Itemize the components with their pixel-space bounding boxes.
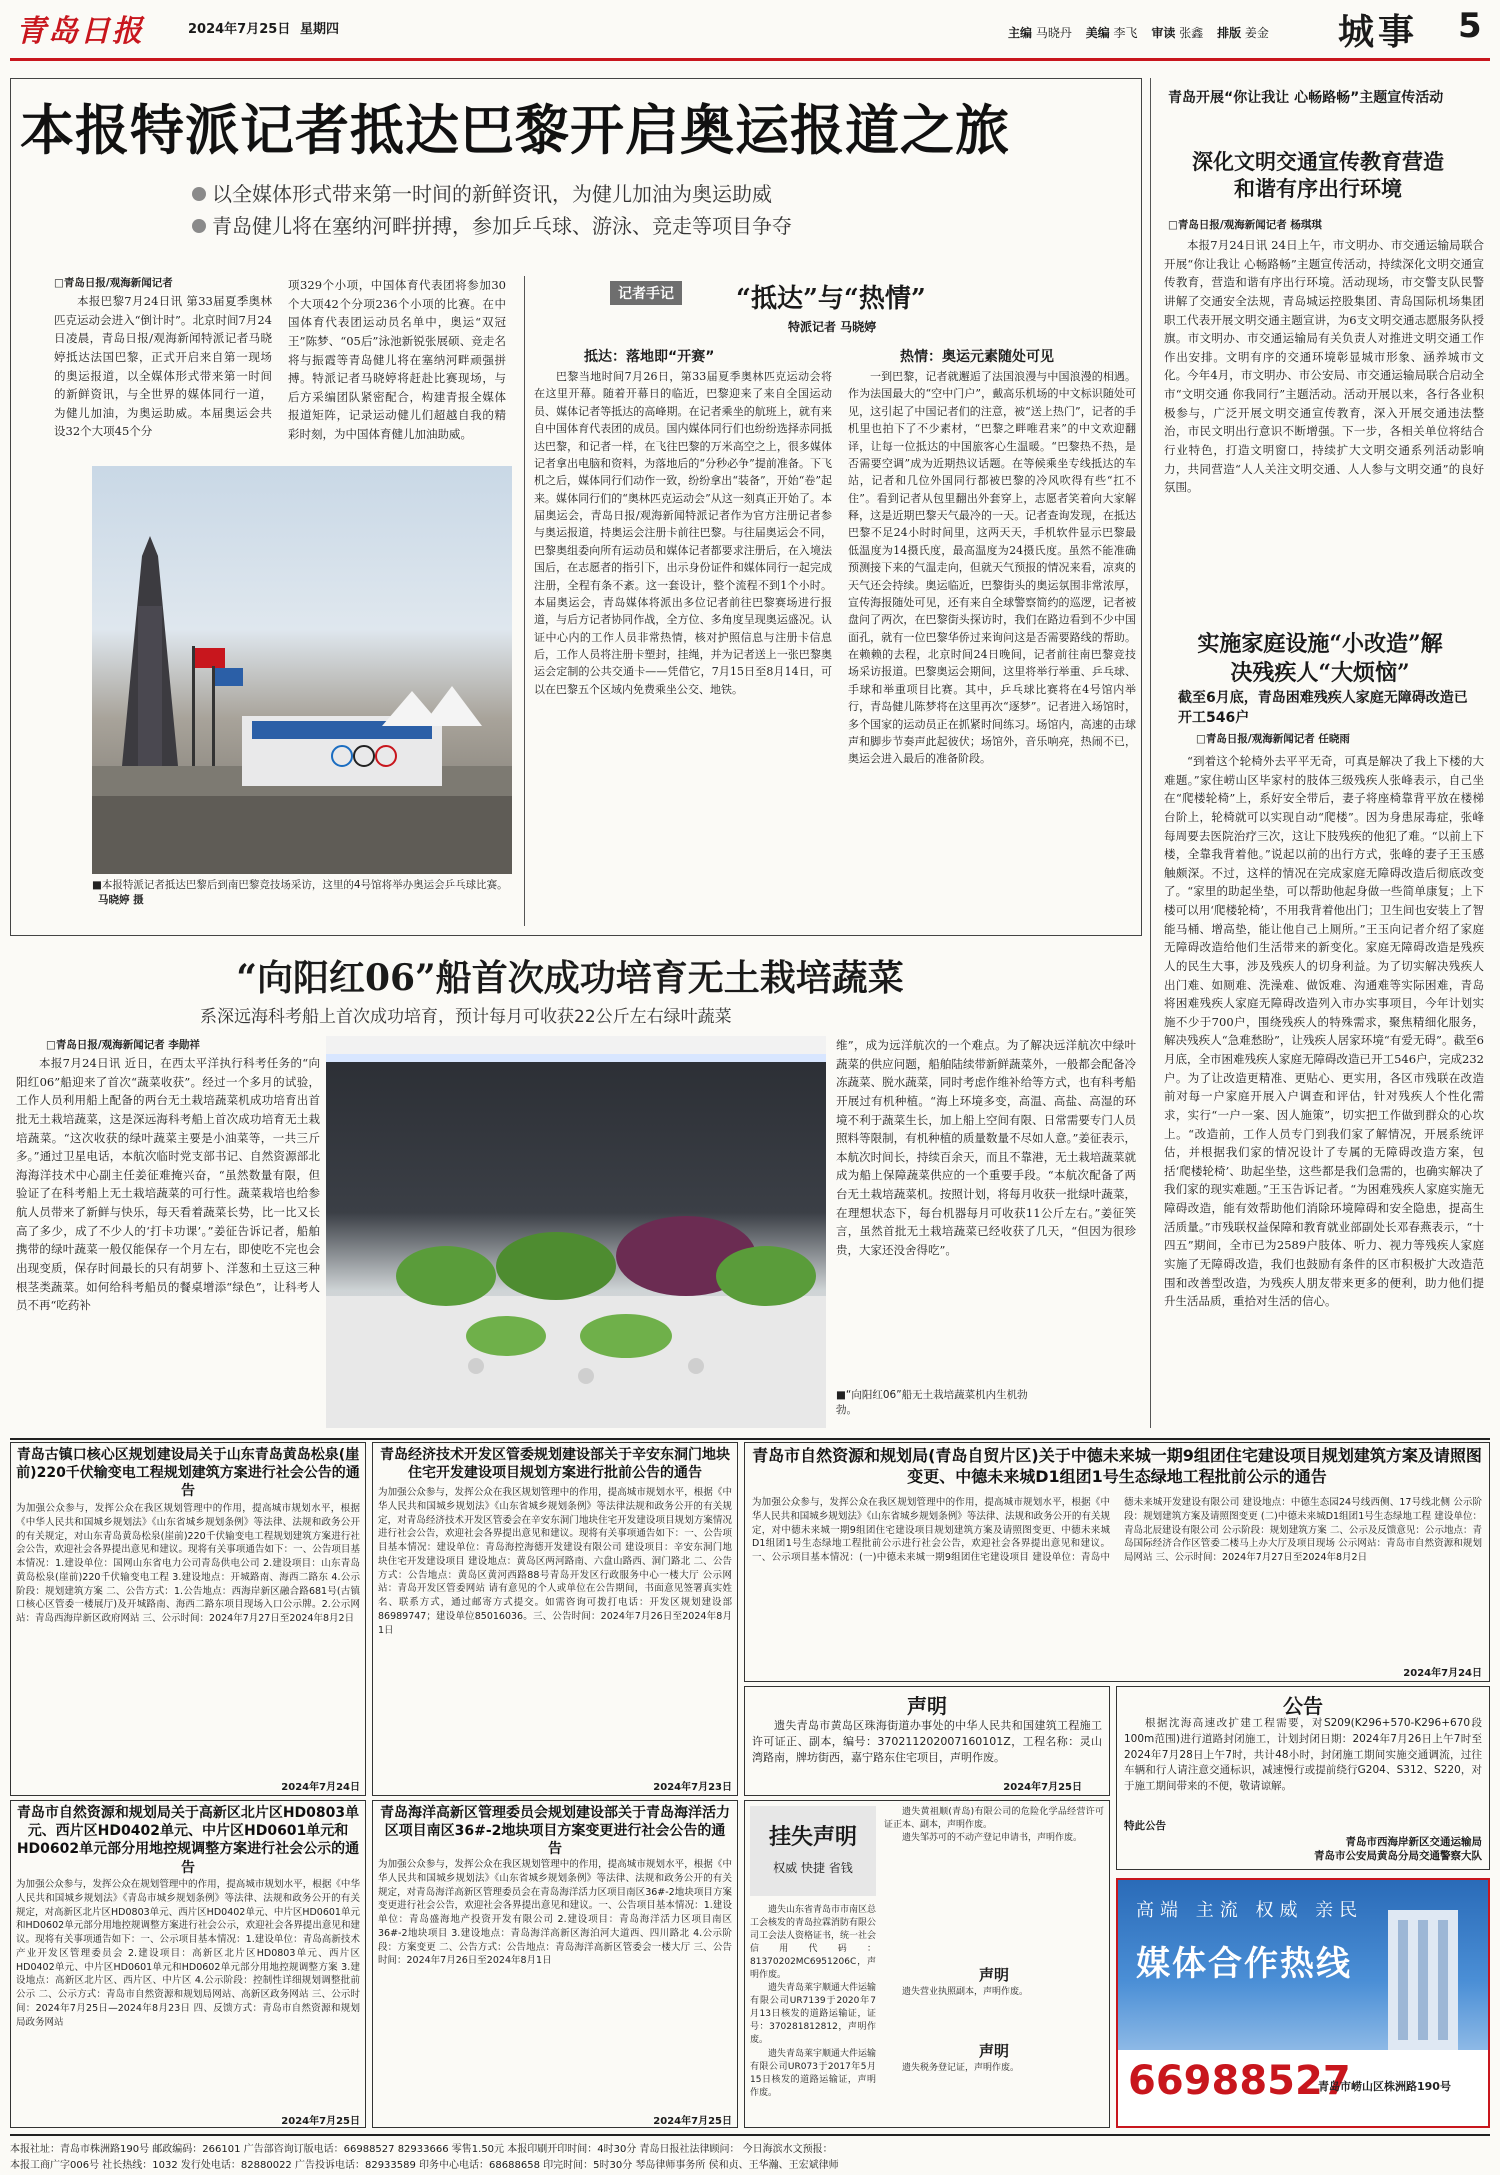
masthead-rule <box>10 58 1490 61</box>
notebook-right-text: 一到巴黎，记者就邂逅了法国浪漫与中国浪漫的相遇。作为法国最大的“空中门户”，戴高乐机场的中文标识随处可见，这引起了中国记者们的注意，被“送上热门”，记者的手机里也拍下了不少素材，“巴黎之畔唯君来”的中文欢迎翻译，让每一位抵达的中国旅客心生温暖。“巴黎热不热，是否需要空调”成为近期热议话题。在等候乘坐专线抵达的车站，记者和几位外国同行都被巴黎的冷风吹得有些“扛不住”。看到记者从包里翻出外套穿上，志愿者笑着向大家解释，这是近期巴黎天气最冷的一天。记者查询发现，在抵达巴黎不足24小时时间里，这两天天，手机软件显示巴黎最低温度为14摄氏度，最高温度为24摄氏度。虽然不能准确预测接下来的气温走向，但就天气预报的情况来看，凉爽的天气还会持续。奥运临近，巴黎街头的奥运氛围非常浓厚，宣传海报随处可见，还有来自全球警察简约的巡逻，记者被盘问了两次，在巴黎街头探访时，我们在路边看到不少中国面孔，就有一位巴黎华侨过来询问这是否需要路线的帮助。在赖赖的去程，北京时间24日晚间，记者前往南巴黎竞技场采访报道。巴黎奥运会期间，这里将举行举重、乒乓球、手球和举重项目比赛。其中，乒乓球比赛将在4号馆内举行，青岛健儿陈梦将在这里再次“逐梦”。记者进入场馆时，多个国家的运动员正在抓紧时间练习。场馆内，高速的击球声和脚步节奏声此起彼伏；场馆外，音乐响亮，热闹不已，奥运会进入最后的准备阶段。 <box>848 370 1136 766</box>
editor-credits <box>1008 24 1269 41</box>
disability-subheadline: 截至6月底，青岛困难残疾人家庭无障碍改造已开工546户 <box>1178 690 1468 727</box>
notice-text: 为加强公众参与，发挥公众在我区规划管理中的作用，提高城市规划水平，根据《中华人民共和国城乡规划法》《山东省城乡规划条例》等法律、法规和政务公开的有关规定，对青岛海洋高新区管理委员会在青岛海洋活力区项目南区36#-2地块项目方案变更进行社会公告，欢迎社会各界提出意见和建议。一、公告项目基本情况：1.建设单位：青岛盛海地产投资开发有限公司 2.建设项目：青岛海洋活力区项目南区36#-2地块项目 3.建设地点：青岛海洋高新区海泊河大道西、四川路北 4.公示阶段：方案变更 二、公告方式：公告地点：青岛海洋高新区管委会一楼大厅 三、公告时间：2024年7月26日至2024年8月1日 <box>378 1859 732 1967</box>
lost-found-slogan: 权威 快捷 省钱 <box>773 1861 853 1875</box>
editor-role: 排版 <box>1217 26 1242 40</box>
notice-date: 2024年7月23日 <box>653 1782 732 1793</box>
hydroponic-vegetables-photo <box>326 1036 826 1428</box>
notebook-subhead-left: 抵达：落地即“开赛” <box>584 349 715 365</box>
lost-found-title: 挂失声明 <box>768 1824 857 1850</box>
lost-found-item: 遗失邹苏可的不动产登记申请书，声明作废。 <box>902 1833 1083 1844</box>
ship-headline: “向阳红06”船首次成功培育无土栽培蔬菜 <box>236 957 904 999</box>
ad-words: 高端 主流 权威 亲民 <box>1136 1900 1364 1921</box>
notebook-left-text: 巴黎当地时间7月26日，第33届夏季奥林匹克运动会将在这里开幕。随着开幕日的临近，巴黎迎来了来自全国运动员、媒体记者等抵达的高峰期。在记者乘坐的航班上，就有来自中国体育代表团的成员。国内媒体同行们也纷纷选择赤同抵达巴黎，和记者一样，在飞往巴黎的万米高空之上，很多媒体记者拿出电脑和资料，为落地后的“分秒必争”提前准备。下飞机之后，媒体同行们动作一致，纷纷拿出“装备”，开始“卷”起来。媒体同行们的“奥林匹克运动会”从这一刻真正开始了。本届奥运会，青岛日报/观海新闻特派记者作为官方注册记者参与奥运报道，持奥运会注册卡前往巴黎。与往届奥运会不同，巴黎奥组委向所有运动员和媒体记者都要求注册后，在入境法国后，在志愿者的指引下，出示身份证件和媒体同行一起完成注册，全程有条不紊。这一套设计，整个流程不到1个小时。本届奥运会，青岛媒体将派出多位记者前往巴黎赛场进行报道，与后方记者协同作战，全方位、多角度呈现奥运盛况。认证中心内的工作人员非常热情，核对护照信息与注册卡信息后，工作人员将注册卡塑封，挂绳，并为记者送上一张巴黎奥运会定制的公共交通卡——凭借它，7月15日至8月14日，可以在巴黎五个区域内免费乘坐公交、地铁。 <box>534 370 832 696</box>
lead-column-2: 项329个小项，中国体育代表团将参加30个大项42个分项236个小项的比赛。在中国体育代表团运动员名单中，奥运“双冠王”陈梦、“05后”泳池新锐张展硕、竞走名将与振霞等青岛健儿将在塞纳河畔顽强拼搏。特派记者马晓婷将赶赴比赛现场，与后方采编团队紧密配合，构建青报全媒体报道矩阵，记录运动健儿们超越自我的精彩时刻，为中国体育健儿加油助威。 <box>288 278 506 441</box>
editor-role: 美编 <box>1085 26 1110 40</box>
notebook-title: “抵达”与“热情” <box>736 284 926 314</box>
notice-text: 为加强公众参与，发挥公众在我区规划管理中的作用，提高城市规划水平，根据《中华人民共和国城乡规划法》《山东省城乡规划条例》等法律法规和政务公开的有关规定，对青岛经济技术开发区管委会在辛安东洞门地块住宅开发建设项目规划方案情况进行社会公告，欢迎社会各界提出意见和建议。现将有关事项通告如下：一、公告项目基本情况：建设单位：青岛海控海德开发建设有限公司 建设项目：辛安东洞门地块住宅开发建设项目 建设地点：黄岛区两河路南、六盘山路西、洞门路北 二、公告方式：公告地点：黄岛区黄河西路88号青岛开发区行政服务中心一楼大厅 公示网站：青岛开发区管委网站 请有意见的个人或单位在公告期间，书面意见签署真实姓名、联系方式，通过邮寄方式提交。如需咨询可拨打电话：开发区规划建设部86989747；建设单位85016036。三、公告时间：2024年7月26日至2024年8月1日 <box>378 1487 732 1636</box>
notice-title: 青岛经济技术开发区管委规划建设部关于辛安东洞门地块住宅开发建设项目规划方案进行批前公告的通告 <box>380 1447 730 1482</box>
statement-2-text: 遗失营业执照副本，声明作废。 <box>902 1987 1029 1997</box>
disability-byline: □青岛日报/观海新闻记者 任晓雨 <box>1196 733 1350 745</box>
issue-date: 2024年7月25日 <box>188 22 291 37</box>
editor-name: 姜金 <box>1244 26 1269 40</box>
notice-title: 青岛市自然资源和规划局(青岛自贸片区)关于中德未来城一期9组团住宅建设项目规划建筑方案及请照图变更、中德未来城D1组团1号生态绿地工程批前公示的通告 <box>752 1446 1482 1486</box>
bullet-icon <box>192 219 206 233</box>
lost-found-list <box>750 1904 876 2120</box>
ad-phone: 66988527 <box>1128 2058 1351 2104</box>
notice-title: 青岛海洋高新区管理委员会规划建设部关于青岛海洋活力区项目南区36#-2地块项目方案变更进行社会公告的通告 <box>380 1805 730 1858</box>
ship-left-text: 本报7月24日讯 近日，在西太平洋执行科考任务的“向阳红06”船迎来了首次“蔬菜收获”。经过一个多月的试验，工作人员利用船上配备的两台无土栽培蔬菜机成功培育出首批无土栽培蔬菜，这是深远海科考船上首次成功培育无土栽培蔬菜。“这次收获的绿叶蔬菜主要是小油菜等，一共三斤多。”通过卫星电话，本航次临时党支部书记、自然资源部北海海洋技术中心副主任姜征难掩兴奋，“虽然数量有限，但验证了在科考船上无土栽培蔬菜的可行性。蔬菜栽培也给参航人员带来了新鲜与快乐，每天看着蔬菜长势，比一比又长高了多少，成了不少人的‘打卡功课’。”姜征告诉记者，船舶携带的绿叶蔬菜一般仅能保存一个月左右，即使吃不完也会出现变质，保存时间最长的只有胡萝卜、洋葱和土豆这三种根茎类蔬菜。如何给科考船员的餐桌增添“绿色”，让科考人员不再“吃药补 <box>16 1056 320 1313</box>
editor-role: 主编 <box>1008 26 1033 40</box>
notebook-byline: 特派记者 马晓婷 <box>788 320 877 334</box>
ship-photo-caption: ■“向阳红06”船无土栽培蔬菜机内生机勃勃。 <box>836 1389 1028 1417</box>
vegetable-illustration <box>326 1036 826 1428</box>
lead-headline: 本报特派记者抵达巴黎开启奥运报道之旅 <box>20 98 1010 162</box>
notice-text: 为加强公众参与，发挥公众在规划管理中的作用，提高城市规划水平，根据《中华人民共和国城乡规划法》《青岛市城乡规划条例》等法律、法规和政务公开的有关规定，对高新区北片区HD0803单元、西片区HD0402单元、中片区HD0601单元和HD0602单元部分用地控规调整方案进行社会公示，欢迎社会各界提出意见和建议。现将有关事项通告如下：一、公示项目基本情况：1.建设单位：青岛高新技术产业开发区管理委员会 2.建设项目：高新区北片区HD0803单元、西片区HD0402单元、中片区HD0601单元和HD0602单元部分用地控规调整方案 3.建设地点：高新区北片区、西片区、中片区 4.公示阶段：控制性详细规划调整批前公示 二、公示方式：青岛市自然资源和规划局网站、高新区政务网站 三、公示时间：2024年7月25日—2024年8月23日 四、反馈方式：青岛市自然资源和规划局政务网站 <box>16 1879 360 2028</box>
lost-found-header <box>750 1806 876 1896</box>
announcement-special: 特此公告 <box>1124 1820 1166 1832</box>
ship-right-text: 维”，成为远洋航次的一个难点。为了解决远洋航次中绿叶蔬菜的供应问题，船舶陆续带新鲜蔬菜外，一般都会配备冷冻蔬菜、脱水蔬菜，同时考虑作维补给等方式，也有科考船开展过有机种植。“海上环境多变，高温、高盐、高湿的环境不利于蔬菜生长，加上船上空间有限、日常需要专门人员照料等限制，有机种植的质量数量不尽如人意。”姜征表示，本航次时间长，持续百余天，而且不靠港，无土栽培蔬菜就成为船上保障蔬菜供应的一个重要手段。“本航次配备了两台无土栽培蔬菜机。按照计划，将每月收获一批绿叶蔬菜，在理想状态下，每台机器每月可收获11公斤左右。”姜征笑言，虽然首批无土栽培蔬菜已经收获了几天，“但因为很珍贵，大家还没舍得吃”。 <box>836 1038 1136 1257</box>
statement-text: 遗失青岛市黄岛区珠海街道办事处的中华人民共和国建筑工程施工许可证正、副本，编号：370211202007160101Z，工程名称：灵山湾路南，牌坊街西，嘉宁路东住宅项目，声明作废。 <box>752 1719 1102 1764</box>
ad-title: 媒体合作热线 <box>1136 1944 1352 1984</box>
editor-name: 马晓丹 <box>1035 26 1072 40</box>
lead-column-1: 本报巴黎7月24日讯 第33届夏季奥林匹克运动会进入“倒计时”。北京时间7月24日凌晨，青岛日报/观海新闻特派记者马晓婷抵达法国巴黎，正式开启来自第一现场的奥运报道，以全媒体形式带来第一时间的新鲜资讯，与全世界的媒体同行一道，为健儿加油，为奥运助威。本届奥运会共设32个大项45个分 <box>54 294 272 439</box>
section-name: 城事 <box>1338 11 1419 53</box>
notice-text: 为加强公众参与，发挥公众在我区规划管理中的作用，提高城市规划水平，根据《中华人民共和国城乡规划法》《山东省城乡规划条例》等法律、法规和政务公开的有关规定，对山东青岛黄岛松泉(崖前)220千伏输变电工程规划建筑方案进行社会公告，欢迎社会各界提出意见和建议。现将有关事项通告如下：一、公告项目基本情况：1.建设单位：国网山东省电力公司青岛供电公司 2.建设项目：山东青岛黄岛松泉(崖前)220千伏输变电工程 3.建设地点：开城路南、海西二路东 4.公示阶段：规划建筑方案 二、公告方式：1.公告地点：西海岸新区融合路681号(古镇口核心区管委一楼展厅)及开城路南、海西二路东项目现场入口公示牌。2.公示网站：青岛西海岸新区政府网站 三、公示时间：2024年7月27日至2024年8月2日 <box>16 1503 360 1625</box>
ad-address: 青岛市崂山区株洲路190号 <box>1318 2080 1451 2093</box>
notebook-tag: 记者手记 <box>610 281 682 305</box>
announcement-issuer-2: 青岛市公安局黄岛分局交通警察大队 <box>1314 1850 1482 1862</box>
editor-role: 审读 <box>1151 26 1176 40</box>
footer-line-1: 本报社址：青岛市株洲路190号 邮政编码：266101 广告部咨询订版电话：66988527 82933666 零售1.50元 本报印刷开印时间：4时30分 青岛日报社法律顾问： 今日海滨水文预报： <box>10 2144 833 2155</box>
notices-top-rule <box>10 1438 1490 1440</box>
announcement-title: 公告 <box>1283 1694 1323 1718</box>
lost-found-item: 遗失黄祖顺(青岛)有限公司的危险化学品经营许可证正本、副本，声明作废。 <box>884 1807 1104 1831</box>
editor-name: 李飞 <box>1113 26 1138 40</box>
editor-name: 张鑫 <box>1179 26 1204 40</box>
notice-title: 青岛市自然资源和规划局关于高新区北片区HD0803单元、西片区HD0402单元、中片区HD0601单元和HD0602单元部分用地控规调整方案进行社会公示的通告 <box>16 1805 360 1876</box>
building-icon <box>1368 1900 1478 2050</box>
paris-venue-photo <box>92 466 512 874</box>
lost-found-list-2 <box>884 1806 1104 1956</box>
notice-date: 2024年7月25日 <box>281 2116 360 2127</box>
statement-title: 声明 <box>907 1694 947 1718</box>
traffic-text: 本报7月24日讯 24日上午，市文明办、市交通运输局联合开展“你让我让 心畅路畅”主题宣传活动，持续深化文明交通宣传教育，营造和谐有序出行环境。活动现场，市交警支队民警讲解了交通安全法规，青岛城运控股集团、青岛国际机场集团职工代表开展文明交通主题宣讲，为6支文明交通志愿服务队授旗。市文明办、市交通运输局有关负责人对推进文明交通工作作出安排。文明有序的交通环境彰显城市形象、涵养城市文化。今年4月，市文明办、市公安局、市交通运输局联合启动全市“文明交通 你我同行”主题活动。活动开展以来，各行各业积极参与，广泛开展文明交通宣传教育，深入开展交通违法整治，市民文明出行意识不断增强。下一步，各相关单位将结合行业特色，打造文明窗口，持续扩大文明交通系列活动影响力，共同营造“人人关注文明交通、人人参与文明交通”的良好氛围。 <box>1164 238 1484 495</box>
traffic-byline: □青岛日报/观海新闻记者 杨琪琪 <box>1168 219 1322 231</box>
statement-3-text: 遗失税务登记证，声明作废。 <box>902 2063 1020 2073</box>
footer-line-2: 本报工商广字006号 社长热线：1032 发行处电话：82880022 广告投诉电话：82933589 印务中心电话：68688658 印完时间：5时30分 琴岛律师事务所 侯和贞、王华瀚、王宏斌律师 <box>10 2160 839 2171</box>
statement-date: 2024年7月25日 <box>1003 1782 1082 1793</box>
notice-text: 为加强公众参与，发挥公众在我区规划管理中的作用，提高城市规划水平，根据《中华人民共和国城乡规划法》《山东省城乡规划条例》等法律、法规和政务公开的有关规定，对中德未来城一期9组团住宅建设项目规划建筑方案及请照图变更、中德未来城D1组团1号生态绿地工程批前公示进行社会公告，欢迎社会各界提出意见和建议。一、公示项目基本情况：(一)中德未来城一期9组团住宅建设项目 建设单位：青岛中德未来城开发建设有限公司 建设地点：中德生态园24号线西侧、17号线北侧 公示阶段：规划建筑方案及请照图变更 (二)中德未来城D1组团1号生态绿地工程 建设单位：青岛北辰建设有限公司 公示阶段：规划建筑方案 二、公示及反馈意见：公示地点：青岛国际经济合作区管委二楼马上办大厅及项目现场 公示网站：青岛市自然资源和规划局网站 三、公示时间：2024年7月27日至2024年8月2日 <box>752 1497 1482 1564</box>
notice-title: 青岛古镇口核心区规划建设局关于山东青岛黄岛松泉(崖前)220千伏输变电工程规划建筑方案进行社会公告的通告 <box>16 1447 360 1500</box>
lead-subheadline-2: 青岛健儿将在塞纳河畔拼搏，参加乒乓球、游泳、竞走等项目争夺 <box>192 210 792 239</box>
notice-date: 2024年7月24日 <box>1403 1668 1482 1679</box>
statement-3-title: 声明 <box>978 2042 1009 2060</box>
ship-subheadline: 系深远海科考船上首次成功培育，预计每月可收获22公斤左右绿叶蔬菜 <box>200 1007 732 1027</box>
venue-illustration <box>92 466 512 874</box>
disability-title: 实施家庭设施“小改造”解决残疾人“大烦恼” <box>1197 631 1443 687</box>
disability-text: “到着这个轮椅外去平平无奇，可真是解决了我上下楼的大难题。”家住崂山区毕家村的肢体三级残疾人张峰表示，自己坐在“爬楼轮椅”上，系好安全带后，妻子将座椅靠背平放在楼梯台阶上，轮椅就可以实现自动“爬楼”。因为身患尿毒症，张峰每周要去医院治疗三次，这让下肢残疾的他犯了难。“以前上下楼，全靠我背着他。”说起以前的出行方式，张峰的妻子王玉感触颇深。不过，这样的情况在完成家庭无障碍改造后彻底改变了。“家里的助起坐垫，可以帮助他起身做一些简单康复；上下楼可以用‘爬楼轮椅’，不用我背着他出门；卫生间也安装上了智能马桶、增高垫，能让他自己上厕所。”王玉向记者介绍了家庭无障碍改造给他们生活带来的新变化。家庭无障碍改造是残疾人的民生大事，涉及残疾人的切身利益。为了切实解决残疾人出门难、如厕难、洗澡难、做饭难、沟通难等实际困难，青岛将困难残疾人家庭无障碍改造列入市办实事项目，今年计划实施不少于700户，围绕残疾人的特殊需求，聚焦精细化服务，解决残疾人“急难愁盼”，让残疾人居家环境“有爱无碍”。截至6月底，全市困难残疾人家庭无障碍改造已开工546户，完成232户。为了让改造更精准、更贴心、更实用，各区市残联在改造前对每一户家庭开展入户调查和评估，针对残疾人个性化需求，实行“一户一案、因人施策”，切实把工作做到群众的心坎上。“改造前，工作人员专门到我们家了解情况，开展系统评估，并根据我们家的情况设计了专属的无障碍改造方案，包括‘爬楼轮椅’、助起坐垫，这些都是我们急需的，也确实解决了我们家的现实难题。”王玉告诉记者。“为困难残疾人家庭实施无障碍改造，能有效帮助他们消除环境障碍和安全隐患，提高生活质量。”市残联权益保障和教育就业部副处长邓春燕表示，“十四五”期间，全市已为2589户肢体、听力、视力等残疾人家庭实施了无障碍改造，我们也鼓励有条件的区市积极扩大改造范围和改善型改造，为残疾人朋友带来更多的便利，助力他们提升生活品质，重拾对生活的信心。 <box>1164 754 1484 1309</box>
masthead <box>0 0 1500 58</box>
bullet-icon <box>192 187 206 201</box>
lead-subheadline-1: 以全媒体形式带来第一时间的新鲜资讯，为健儿加油为奥运助威 <box>192 178 772 207</box>
notebook-subhead-right: 热情：奥运元素随处可见 <box>900 349 1054 365</box>
lost-found-item: 遗失山东省青岛市市南区总工会核发的青岛拉霖消防有限公司工会法人资格证书，统一社会信用代码：81370202MC6951206C，声明作废。 <box>750 1905 876 1981</box>
media-ad <box>1116 1878 1490 2128</box>
ad-banner <box>1118 1880 1488 2050</box>
notebook-divider <box>524 276 525 926</box>
traffic-kicker: 青岛开展“你让我让 心畅路畅”主题宣传活动 <box>1168 90 1444 106</box>
notice-date: 2024年7月24日 <box>281 1782 360 1793</box>
lost-found-item: 遗失青岛莱宇顺通大件运输有限公司UR073于2017年5月15日核发的道路运输证，声明作废。 <box>750 2048 876 2098</box>
ship-byline: □青岛日报/观海新闻记者 李勋祥 <box>46 1039 200 1051</box>
announcement-issuer-1: 青岛市西海岸新区交通运输局 <box>1345 1836 1482 1848</box>
page-number: 5 <box>1458 6 1482 46</box>
statement-2-title: 声明 <box>978 1966 1009 1984</box>
traffic-title: 深化文明交通宣传教育营造和谐有序出行环境 <box>1192 149 1444 202</box>
lead-byline: □青岛日报/观海新闻记者 <box>54 277 173 289</box>
footer-rule <box>10 2134 1490 2136</box>
lost-found-item: 遗失青岛莱宇顺通大件运输有限公司UR7139于2020年7月13日核发的道路运输证，证号：370281812812，声明作废。 <box>750 1983 876 2046</box>
right-column-divider <box>1150 78 1151 1428</box>
photo-credit: 马晓婷 摄 <box>98 894 144 907</box>
lead-photo-caption: ■本报特派记者抵达巴黎后到南巴黎竞技场采访，这里的4号馆将举办奥运会乒乓球比赛。马晓婷 摄 <box>92 879 508 907</box>
notice-date: 2024年7月25日 <box>653 2116 732 2127</box>
newspaper-logo: 青岛日报 <box>16 14 144 49</box>
announcement-text: 根据沈海高速改扩建工程需要，对S209(K296+570-K296+670段100m范围)进行道路封闭施工，计划封闭日期：2024年7月26日上午7时至2024年7月28日上午7时，共计48小时，封闭施工期间实施交通调流，过往车辆和行人请注意交通标识，减速慢行或提前绕行G204、S312、S220，对于施工期间带来的不便，敬请谅解。 <box>1124 1717 1482 1792</box>
issue-weekday: 星期四 <box>300 22 340 37</box>
